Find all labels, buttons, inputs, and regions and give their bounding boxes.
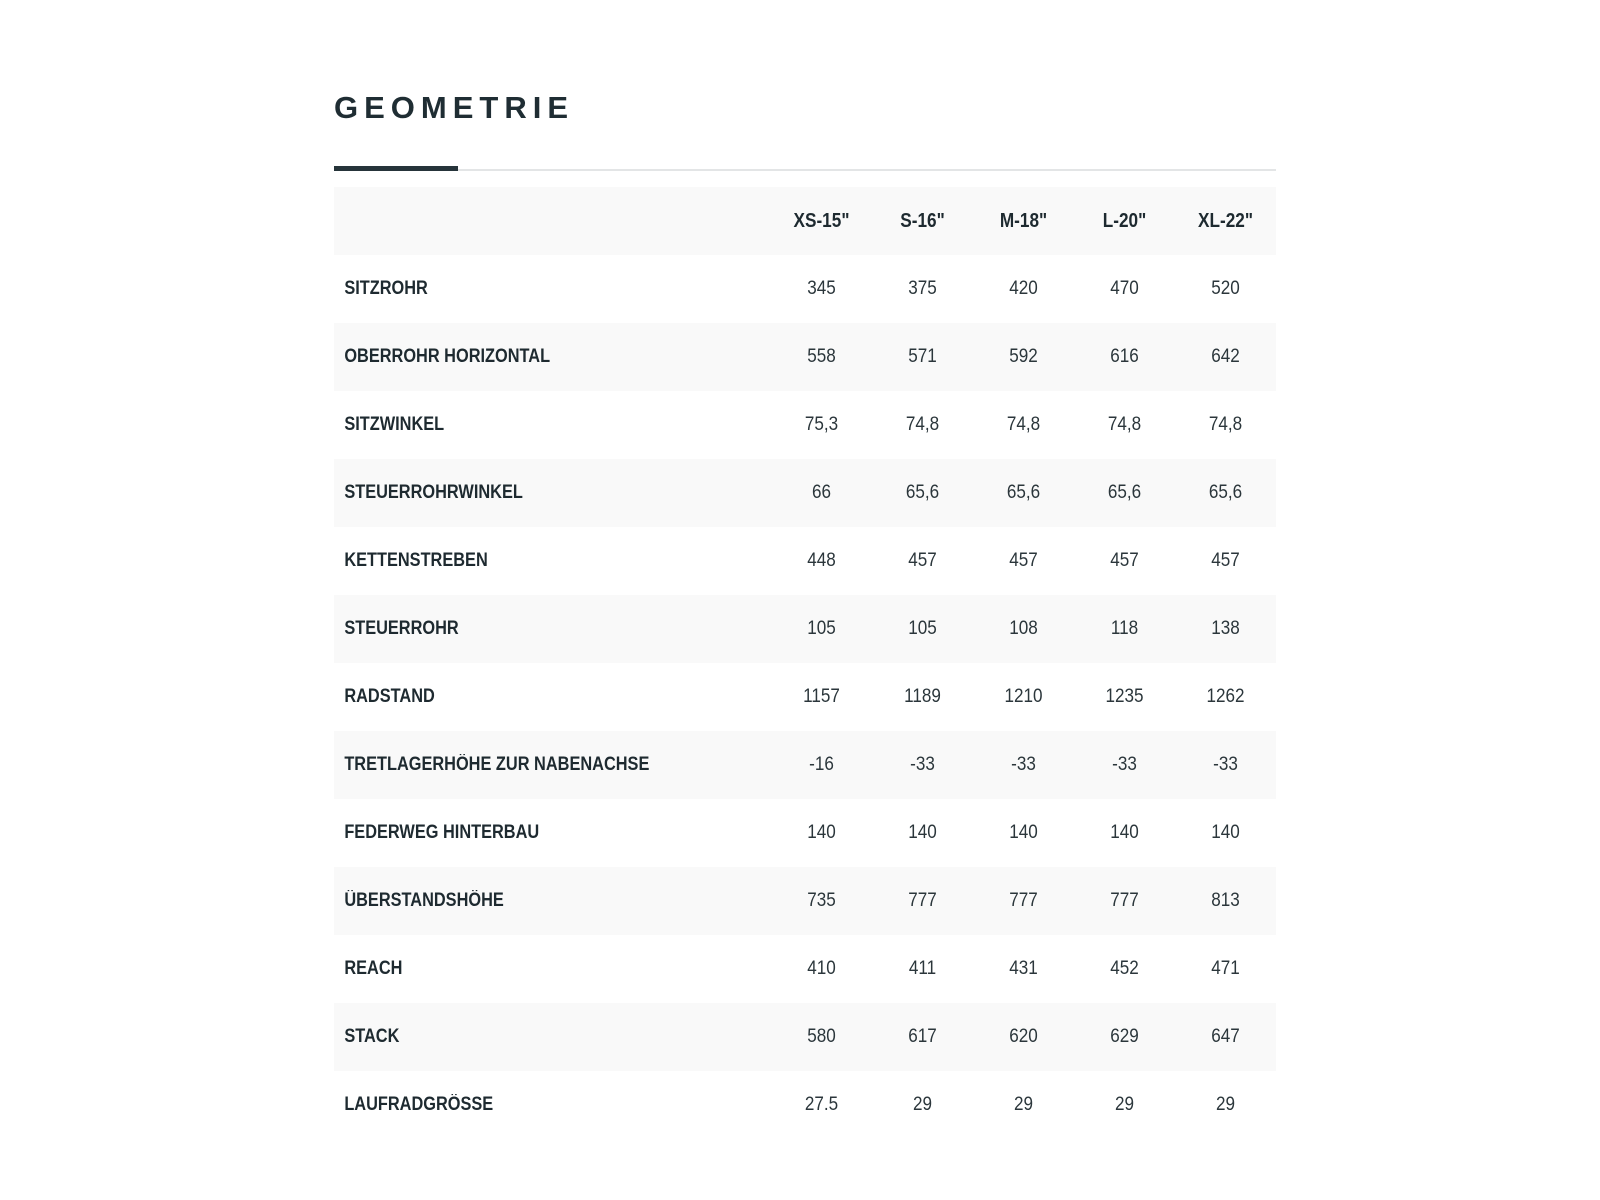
cell-value: 65,6 bbox=[905, 482, 940, 503]
cell-value: 470 bbox=[1110, 278, 1139, 299]
geometry-table bbox=[334, 187, 1276, 1139]
cell-value: 1189 bbox=[904, 686, 941, 707]
cell-value: 457 bbox=[1110, 550, 1139, 571]
cell-value: 580 bbox=[807, 1026, 836, 1047]
header-empty-cell bbox=[334, 187, 771, 255]
cell-value: -33 bbox=[1213, 754, 1238, 775]
cell-value: 616 bbox=[1110, 346, 1139, 367]
divider-accent bbox=[334, 166, 458, 171]
cell-value: 138 bbox=[1211, 618, 1240, 639]
cell-value: 74,8 bbox=[1006, 414, 1041, 435]
section-divider bbox=[334, 166, 1276, 171]
cell-value: 29 bbox=[1215, 1094, 1236, 1115]
cell-value: 1262 bbox=[1206, 686, 1245, 707]
table-row bbox=[334, 391, 1276, 459]
table-header-row bbox=[334, 187, 1276, 255]
cell-value: 105 bbox=[908, 618, 937, 639]
cell-value: 647 bbox=[1211, 1026, 1240, 1047]
cell-value: 592 bbox=[1009, 346, 1038, 367]
row-label: TRETLAGERHÖHE ZUR NABENACHSE bbox=[344, 754, 650, 775]
cell-value: 345 bbox=[807, 278, 836, 299]
size-header: XL-22" bbox=[1197, 209, 1253, 232]
cell-value: 29 bbox=[1114, 1094, 1135, 1115]
cell-value: 118 bbox=[1110, 618, 1139, 639]
section-title: GEOMETRIE bbox=[334, 90, 575, 125]
cell-value: 74,8 bbox=[1208, 414, 1243, 435]
cell-value: 813 bbox=[1211, 890, 1240, 911]
cell-value: -33 bbox=[1011, 754, 1036, 775]
cell-value: 140 bbox=[1110, 822, 1139, 843]
cell-value: 105 bbox=[807, 618, 836, 639]
cell-value: 140 bbox=[1211, 822, 1240, 843]
cell-value: 520 bbox=[1211, 278, 1240, 299]
row-label: SITZROHR bbox=[344, 278, 428, 299]
cell-value: 75,3 bbox=[804, 414, 839, 435]
cell-value: 448 bbox=[807, 550, 836, 571]
cell-value: 29 bbox=[912, 1094, 933, 1115]
row-label: ÜBERSTANDSHÖHE bbox=[344, 890, 504, 911]
cell-value: -16 bbox=[809, 754, 834, 775]
cell-value: 74,8 bbox=[905, 414, 940, 435]
table-row bbox=[334, 799, 1276, 867]
table-row bbox=[334, 663, 1276, 731]
table-row bbox=[334, 731, 1276, 799]
geometry-section bbox=[334, 88, 1276, 1139]
cell-value: 1235 bbox=[1105, 686, 1144, 707]
divider-track bbox=[334, 169, 1276, 171]
cell-value: 735 bbox=[807, 890, 836, 911]
cell-value: 617 bbox=[908, 1026, 937, 1047]
table-row bbox=[334, 867, 1276, 935]
cell-value: 777 bbox=[1009, 890, 1038, 911]
cell-value: 620 bbox=[1009, 1026, 1038, 1047]
size-header: XS-15" bbox=[793, 209, 850, 232]
cell-value: 1210 bbox=[1004, 686, 1043, 707]
cell-value: 65,6 bbox=[1208, 482, 1243, 503]
row-label: STEUERROHRWINKEL bbox=[344, 482, 523, 503]
cell-value: 108 bbox=[1009, 618, 1038, 639]
cell-value: 558 bbox=[807, 346, 836, 367]
table-row bbox=[334, 1071, 1276, 1139]
cell-value: 411 bbox=[908, 958, 937, 979]
table-body bbox=[334, 255, 1276, 1139]
row-label: SITZWINKEL bbox=[344, 414, 445, 435]
table-row bbox=[334, 1003, 1276, 1071]
cell-value: 27.5 bbox=[804, 1094, 839, 1115]
row-label: LAUFRADGRÖSSE bbox=[344, 1094, 494, 1115]
cell-value: -33 bbox=[1112, 754, 1137, 775]
table-row bbox=[334, 527, 1276, 595]
cell-value: 471 bbox=[1211, 958, 1240, 979]
cell-value: 74,8 bbox=[1107, 414, 1142, 435]
row-label: FEDERWEG HINTERBAU bbox=[344, 822, 540, 843]
cell-value: 65,6 bbox=[1107, 482, 1142, 503]
cell-value: 629 bbox=[1110, 1026, 1139, 1047]
cell-value: 66 bbox=[811, 482, 832, 503]
table-row bbox=[334, 323, 1276, 391]
cell-value: 140 bbox=[908, 822, 937, 843]
cell-value: 140 bbox=[807, 822, 836, 843]
size-header: S-16" bbox=[900, 209, 945, 232]
size-header: M-18" bbox=[999, 209, 1048, 232]
cell-value: 1157 bbox=[803, 686, 840, 707]
cell-value: 457 bbox=[908, 550, 937, 571]
cell-value: 29 bbox=[1013, 1094, 1034, 1115]
cell-value: 140 bbox=[1009, 822, 1038, 843]
cell-value: 431 bbox=[1009, 958, 1038, 979]
cell-value: 777 bbox=[908, 890, 937, 911]
cell-value: 777 bbox=[1110, 890, 1139, 911]
cell-value: 457 bbox=[1211, 550, 1240, 571]
cell-value: 65,6 bbox=[1006, 482, 1041, 503]
table-row bbox=[334, 459, 1276, 527]
cell-value: 420 bbox=[1009, 278, 1038, 299]
cell-value: 457 bbox=[1009, 550, 1038, 571]
table-row bbox=[334, 935, 1276, 1003]
cell-value: 571 bbox=[908, 346, 937, 367]
cell-value: 452 bbox=[1110, 958, 1139, 979]
row-label: KETTENSTREBEN bbox=[344, 550, 488, 571]
size-header: L-20" bbox=[1102, 209, 1147, 232]
cell-value: 642 bbox=[1211, 346, 1240, 367]
row-label: OBERROHR HORIZONTAL bbox=[344, 346, 551, 367]
table-row bbox=[334, 595, 1276, 663]
row-label: REACH bbox=[344, 958, 403, 979]
row-label: STACK bbox=[344, 1026, 400, 1047]
row-label: STEUERROHR bbox=[344, 618, 459, 639]
row-label: RADSTAND bbox=[344, 686, 435, 707]
cell-value: 375 bbox=[908, 278, 937, 299]
cell-value: -33 bbox=[910, 754, 935, 775]
cell-value: 410 bbox=[807, 958, 836, 979]
table-row bbox=[334, 255, 1276, 323]
